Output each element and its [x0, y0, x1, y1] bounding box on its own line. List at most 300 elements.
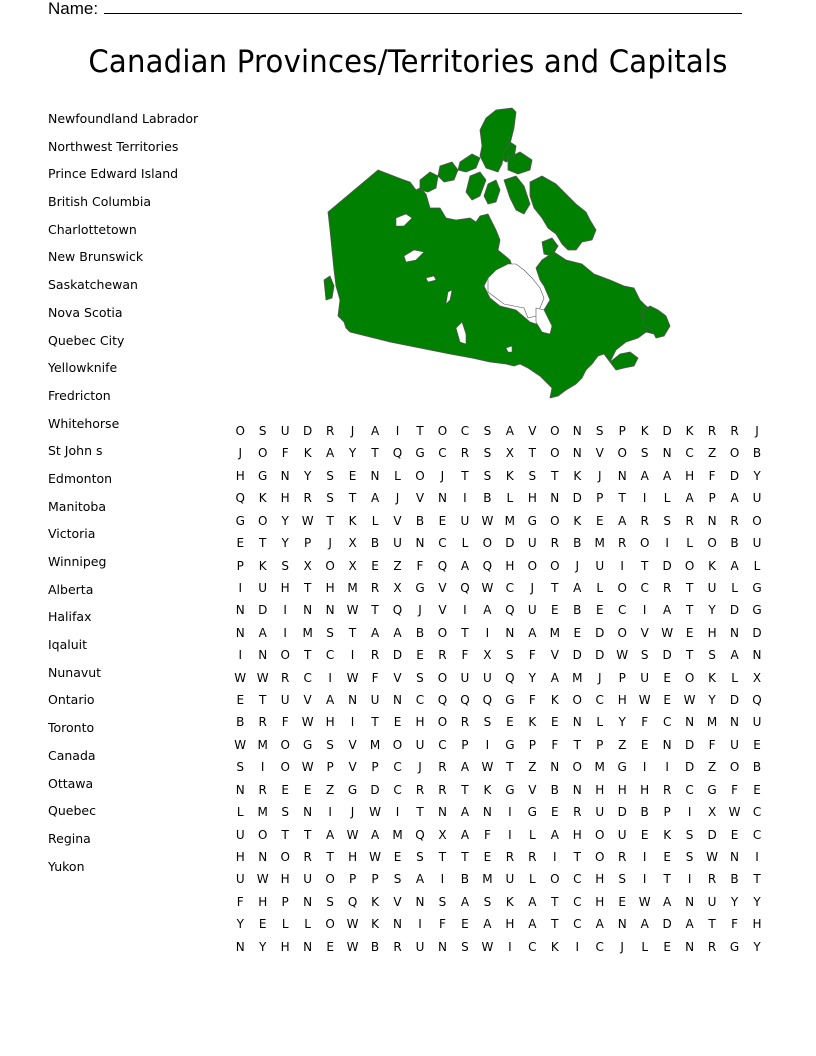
- grid-cell[interactable]: B: [483, 491, 492, 506]
- grid-cell[interactable]: T: [259, 693, 267, 708]
- grid-cell[interactable]: E: [258, 917, 267, 932]
- grid-cell[interactable]: D: [595, 625, 605, 640]
- grid-cell[interactable]: I: [508, 827, 512, 842]
- grid-cell[interactable]: X: [348, 536, 357, 551]
- grid-cell[interactable]: X: [348, 558, 357, 573]
- grid-cell[interactable]: I: [665, 760, 669, 775]
- grid-cell[interactable]: B: [415, 513, 425, 528]
- grid-cell[interactable]: T: [438, 850, 447, 865]
- grid-cell[interactable]: A: [573, 580, 582, 595]
- grid-cell[interactable]: S: [618, 872, 627, 887]
- grid-cell[interactable]: X: [707, 805, 717, 820]
- grid-cell[interactable]: B: [640, 805, 649, 820]
- grid-cell[interactable]: N: [730, 625, 740, 640]
- grid-cell[interactable]: P: [236, 558, 244, 573]
- grid-cell[interactable]: N: [235, 625, 245, 640]
- grid-cell[interactable]: I: [553, 850, 557, 865]
- grid-cell[interactable]: Q: [437, 558, 448, 573]
- grid-cell[interactable]: C: [573, 894, 582, 909]
- grid-cell[interactable]: R: [550, 536, 559, 551]
- grid-cell[interactable]: W: [346, 939, 359, 954]
- grid-cell[interactable]: N: [303, 939, 313, 954]
- grid-cell[interactable]: N: [303, 603, 313, 618]
- grid-cell[interactable]: D: [595, 648, 605, 663]
- grid-cell[interactable]: C: [325, 648, 335, 663]
- grid-cell[interactable]: T: [416, 424, 424, 438]
- grid-cell[interactable]: D: [729, 468, 740, 483]
- grid-cell[interactable]: I: [395, 424, 400, 438]
- grid-cell[interactable]: O: [595, 850, 605, 865]
- grid-cell[interactable]: E: [663, 850, 671, 865]
- grid-cell[interactable]: S: [258, 424, 267, 438]
- grid-cell[interactable]: S: [326, 468, 334, 483]
- grid-cell[interactable]: D: [662, 648, 672, 663]
- grid-cell[interactable]: O: [617, 446, 627, 461]
- grid-cell[interactable]: U: [415, 939, 425, 954]
- grid-cell[interactable]: J: [755, 424, 759, 438]
- grid-cell[interactable]: J: [418, 603, 422, 618]
- grid-cell[interactable]: D: [662, 917, 672, 932]
- grid-cell[interactable]: K: [708, 670, 717, 685]
- grid-cell[interactable]: K: [640, 424, 649, 438]
- grid-cell[interactable]: N: [280, 468, 290, 483]
- grid-cell[interactable]: R: [281, 670, 290, 685]
- grid-cell[interactable]: K: [663, 827, 672, 842]
- grid-cell[interactable]: V: [303, 693, 312, 708]
- grid-cell[interactable]: H: [280, 580, 290, 595]
- grid-cell[interactable]: R: [370, 580, 380, 595]
- grid-cell[interactable]: H: [572, 827, 582, 842]
- grid-cell[interactable]: G: [505, 693, 515, 708]
- grid-cell[interactable]: H: [325, 715, 335, 730]
- grid-cell[interactable]: G: [235, 513, 245, 528]
- grid-cell[interactable]: Q: [752, 693, 762, 708]
- grid-cell[interactable]: Y: [708, 603, 716, 618]
- grid-cell[interactable]: S: [281, 805, 289, 820]
- grid-cell[interactable]: L: [281, 917, 289, 932]
- grid-cell[interactable]: P: [596, 491, 604, 506]
- grid-cell[interactable]: T: [326, 850, 334, 865]
- grid-cell[interactable]: N: [685, 894, 695, 909]
- grid-cell[interactable]: C: [573, 917, 582, 932]
- grid-cell[interactable]: Q: [482, 693, 493, 708]
- grid-cell[interactable]: E: [281, 782, 289, 797]
- grid-cell[interactable]: M: [504, 513, 516, 528]
- grid-cell[interactable]: I: [283, 625, 287, 640]
- grid-cell[interactable]: K: [708, 558, 717, 573]
- grid-cell[interactable]: T: [348, 491, 357, 506]
- grid-cell[interactable]: A: [483, 603, 492, 618]
- grid-cell[interactable]: E: [438, 513, 447, 528]
- grid-cell[interactable]: V: [393, 894, 402, 909]
- grid-cell[interactable]: Q: [482, 558, 493, 573]
- grid-cell[interactable]: S: [483, 446, 492, 461]
- grid-cell[interactable]: U: [280, 693, 290, 708]
- grid-cell[interactable]: T: [303, 827, 312, 842]
- grid-cell[interactable]: A: [460, 760, 470, 775]
- grid-cell[interactable]: L: [686, 536, 693, 551]
- grid-cell[interactable]: Q: [460, 580, 470, 595]
- grid-cell[interactable]: Y: [753, 468, 761, 483]
- grid-cell[interactable]: A: [528, 894, 537, 909]
- grid-cell[interactable]: H: [325, 580, 335, 595]
- grid-cell[interactable]: F: [416, 558, 424, 573]
- grid-cell[interactable]: W: [346, 603, 359, 618]
- grid-cell[interactable]: L: [528, 872, 536, 887]
- grid-cell[interactable]: P: [304, 536, 312, 551]
- grid-cell[interactable]: A: [460, 805, 470, 820]
- grid-cell[interactable]: L: [506, 491, 514, 506]
- grid-cell[interactable]: P: [371, 872, 379, 887]
- grid-cell[interactable]: J: [395, 491, 400, 506]
- grid-cell[interactable]: W: [234, 670, 247, 685]
- grid-cell[interactable]: A: [370, 491, 380, 506]
- grid-cell[interactable]: E: [393, 850, 402, 865]
- grid-cell[interactable]: U: [482, 670, 492, 685]
- grid-cell[interactable]: I: [642, 760, 647, 775]
- grid-cell[interactable]: A: [663, 603, 672, 618]
- grid-cell[interactable]: P: [618, 424, 626, 438]
- grid-cell[interactable]: O: [595, 827, 605, 842]
- grid-cell[interactable]: Z: [393, 558, 402, 573]
- grid-cell[interactable]: R: [662, 580, 672, 595]
- grid-cell[interactable]: N: [437, 939, 447, 954]
- grid-cell[interactable]: E: [730, 827, 739, 842]
- grid-cell[interactable]: O: [437, 715, 448, 730]
- grid-cell[interactable]: L: [528, 827, 536, 842]
- grid-cell[interactable]: T: [551, 468, 559, 483]
- grid-cell[interactable]: O: [572, 693, 582, 708]
- grid-cell[interactable]: I: [620, 558, 624, 573]
- grid-cell[interactable]: W: [683, 693, 696, 708]
- grid-cell[interactable]: W: [346, 827, 359, 842]
- grid-cell[interactable]: O: [437, 424, 448, 438]
- word-search-grid[interactable]: [229, 420, 768, 958]
- grid-cell[interactable]: F: [528, 693, 536, 708]
- grid-cell[interactable]: A: [528, 625, 537, 640]
- grid-cell[interactable]: E: [236, 693, 245, 708]
- grid-cell[interactable]: O: [437, 625, 448, 640]
- grid-cell[interactable]: E: [685, 625, 694, 640]
- grid-cell[interactable]: O: [752, 513, 762, 528]
- grid-cell[interactable]: C: [438, 737, 447, 752]
- grid-cell[interactable]: U: [752, 491, 762, 506]
- grid-cell[interactable]: T: [753, 872, 761, 887]
- grid-cell[interactable]: U: [303, 872, 313, 887]
- grid-cell[interactable]: O: [550, 446, 560, 461]
- grid-cell[interactable]: J: [530, 580, 535, 595]
- grid-cell[interactable]: T: [685, 580, 694, 595]
- grid-cell[interactable]: H: [595, 782, 605, 797]
- grid-cell[interactable]: W: [346, 670, 359, 685]
- grid-cell[interactable]: I: [463, 603, 467, 618]
- grid-cell[interactable]: H: [235, 850, 245, 865]
- grid-cell[interactable]: O: [392, 737, 403, 752]
- grid-cell[interactable]: O: [415, 468, 425, 483]
- grid-cell[interactable]: T: [371, 603, 379, 618]
- grid-cell[interactable]: M: [706, 715, 718, 730]
- grid-cell[interactable]: T: [461, 625, 469, 640]
- grid-cell[interactable]: K: [371, 917, 379, 932]
- grid-cell[interactable]: U: [617, 827, 627, 842]
- grid-cell[interactable]: G: [527, 805, 537, 820]
- grid-cell[interactable]: F: [483, 827, 491, 842]
- grid-cell[interactable]: W: [301, 760, 314, 775]
- grid-cell[interactable]: C: [595, 939, 604, 954]
- grid-cell[interactable]: C: [438, 446, 447, 461]
- grid-cell[interactable]: N: [550, 491, 560, 506]
- grid-cell[interactable]: D: [572, 648, 582, 663]
- grid-cell[interactable]: R: [730, 513, 739, 528]
- grid-cell[interactable]: H: [505, 558, 515, 573]
- grid-cell[interactable]: O: [550, 872, 560, 887]
- grid-cell[interactable]: H: [235, 468, 245, 483]
- grid-cell[interactable]: I: [350, 648, 355, 663]
- grid-cell[interactable]: O: [325, 917, 335, 932]
- grid-cell[interactable]: I: [687, 872, 692, 887]
- grid-cell[interactable]: A: [730, 648, 739, 663]
- grid-cell[interactable]: Q: [415, 827, 425, 842]
- grid-cell[interactable]: W: [256, 872, 269, 887]
- grid-cell[interactable]: I: [328, 805, 332, 820]
- grid-cell[interactable]: L: [596, 580, 604, 595]
- grid-cell[interactable]: J: [418, 760, 422, 775]
- grid-cell[interactable]: Q: [437, 693, 448, 708]
- grid-cell[interactable]: S: [506, 648, 514, 663]
- grid-cell[interactable]: T: [461, 782, 469, 797]
- grid-cell[interactable]: B: [752, 446, 762, 461]
- grid-cell[interactable]: N: [572, 424, 582, 438]
- grid-cell[interactable]: Z: [707, 446, 717, 461]
- grid-cell[interactable]: S: [326, 737, 334, 752]
- grid-cell[interactable]: S: [393, 872, 402, 887]
- grid-cell[interactable]: L: [731, 580, 738, 595]
- grid-cell[interactable]: C: [640, 580, 649, 595]
- grid-cell[interactable]: N: [348, 693, 358, 708]
- grid-cell[interactable]: V: [640, 625, 649, 640]
- grid-cell[interactable]: K: [550, 693, 559, 708]
- grid-cell[interactable]: H: [707, 625, 717, 640]
- grid-cell[interactable]: S: [438, 894, 447, 909]
- grid-cell[interactable]: A: [640, 468, 649, 483]
- grid-cell[interactable]: H: [258, 894, 268, 909]
- grid-cell[interactable]: U: [460, 670, 470, 685]
- grid-cell[interactable]: A: [685, 491, 694, 506]
- grid-cell[interactable]: J: [350, 424, 355, 438]
- grid-cell[interactable]: N: [685, 715, 695, 730]
- grid-cell[interactable]: A: [550, 670, 559, 685]
- grid-cell[interactable]: A: [460, 558, 470, 573]
- grid-cell[interactable]: M: [302, 625, 313, 640]
- grid-cell[interactable]: O: [639, 536, 650, 551]
- grid-cell[interactable]: H: [685, 468, 695, 483]
- grid-cell[interactable]: D: [729, 603, 740, 618]
- grid-cell[interactable]: F: [551, 737, 559, 752]
- grid-cell[interactable]: I: [508, 805, 512, 820]
- grid-cell[interactable]: J: [328, 536, 332, 551]
- grid-cell[interactable]: Q: [505, 603, 515, 618]
- grid-cell[interactable]: H: [527, 491, 537, 506]
- grid-cell[interactable]: O: [280, 760, 290, 775]
- grid-cell[interactable]: E: [371, 558, 379, 573]
- grid-cell[interactable]: C: [573, 872, 582, 887]
- grid-cell[interactable]: X: [438, 827, 447, 842]
- grid-cell[interactable]: Y: [236, 917, 244, 932]
- grid-cell[interactable]: D: [684, 737, 695, 752]
- grid-cell[interactable]: I: [665, 536, 669, 551]
- grid-cell[interactable]: W: [346, 917, 359, 932]
- grid-cell[interactable]: S: [663, 513, 671, 528]
- grid-cell[interactable]: Q: [505, 670, 515, 685]
- grid-cell[interactable]: L: [663, 491, 671, 506]
- grid-cell[interactable]: O: [437, 670, 448, 685]
- grid-cell[interactable]: E: [595, 603, 604, 618]
- grid-cell[interactable]: T: [551, 580, 559, 595]
- grid-cell[interactable]: O: [325, 872, 335, 887]
- grid-cell[interactable]: H: [617, 693, 627, 708]
- grid-cell[interactable]: V: [528, 424, 537, 438]
- grid-cell[interactable]: K: [348, 513, 357, 528]
- grid-cell[interactable]: P: [371, 760, 379, 775]
- grid-cell[interactable]: L: [596, 715, 604, 730]
- grid-cell[interactable]: E: [663, 939, 671, 954]
- grid-cell[interactable]: C: [752, 805, 762, 820]
- grid-cell[interactable]: Y: [528, 670, 536, 685]
- grid-cell[interactable]: L: [236, 805, 244, 820]
- grid-cell[interactable]: E: [551, 805, 559, 820]
- grid-cell[interactable]: E: [461, 917, 469, 932]
- grid-cell[interactable]: D: [392, 648, 403, 663]
- grid-cell[interactable]: D: [258, 603, 268, 618]
- grid-cell[interactable]: Z: [325, 782, 335, 797]
- grid-cell[interactable]: I: [328, 670, 332, 685]
- grid-cell[interactable]: N: [617, 468, 627, 483]
- grid-cell[interactable]: W: [661, 625, 674, 640]
- grid-cell[interactable]: A: [326, 446, 335, 461]
- grid-cell[interactable]: C: [685, 446, 694, 461]
- grid-cell[interactable]: W: [369, 850, 381, 865]
- grid-cell[interactable]: N: [303, 894, 313, 909]
- grid-cell[interactable]: T: [259, 536, 267, 551]
- grid-cell[interactable]: P: [528, 737, 536, 752]
- grid-cell[interactable]: K: [483, 782, 492, 797]
- grid-cell[interactable]: E: [551, 715, 559, 730]
- grid-cell[interactable]: W: [481, 580, 494, 595]
- grid-cell[interactable]: G: [752, 580, 762, 595]
- grid-cell[interactable]: R: [393, 939, 402, 954]
- grid-cell[interactable]: Z: [618, 737, 627, 752]
- grid-cell[interactable]: V: [550, 648, 559, 663]
- grid-cell[interactable]: T: [371, 715, 379, 730]
- grid-cell[interactable]: S: [416, 670, 424, 685]
- grid-cell[interactable]: H: [415, 715, 425, 730]
- grid-cell[interactable]: I: [238, 580, 242, 595]
- grid-cell[interactable]: S: [483, 424, 492, 438]
- grid-cell[interactable]: D: [752, 625, 762, 640]
- grid-cell[interactable]: U: [235, 872, 245, 887]
- grid-cell[interactable]: S: [528, 468, 537, 483]
- grid-cell[interactable]: T: [618, 491, 626, 506]
- grid-cell[interactable]: T: [551, 917, 559, 932]
- grid-cell[interactable]: J: [597, 468, 602, 483]
- grid-cell[interactable]: T: [528, 446, 536, 461]
- grid-cell[interactable]: W: [706, 850, 719, 865]
- grid-cell[interactable]: U: [752, 715, 762, 730]
- grid-cell[interactable]: U: [235, 827, 245, 842]
- grid-cell[interactable]: R: [438, 760, 447, 775]
- grid-cell[interactable]: Y: [708, 693, 716, 708]
- grid-cell[interactable]: R: [303, 491, 312, 506]
- grid-cell[interactable]: N: [550, 760, 560, 775]
- grid-cell[interactable]: H: [348, 850, 358, 865]
- grid-cell[interactable]: A: [370, 827, 380, 842]
- grid-cell[interactable]: U: [595, 558, 605, 573]
- grid-cell[interactable]: V: [438, 603, 447, 618]
- grid-cell[interactable]: U: [258, 580, 268, 595]
- grid-cell[interactable]: H: [505, 917, 515, 932]
- grid-cell[interactable]: X: [303, 558, 312, 573]
- grid-cell[interactable]: T: [551, 894, 559, 909]
- grid-cell[interactable]: T: [573, 850, 581, 865]
- grid-cell[interactable]: L: [461, 536, 469, 551]
- grid-cell[interactable]: H: [752, 917, 762, 932]
- grid-cell[interactable]: D: [662, 558, 672, 573]
- grid-cell[interactable]: C: [438, 536, 447, 551]
- grid-cell[interactable]: O: [280, 737, 290, 752]
- grid-cell[interactable]: C: [595, 693, 604, 708]
- grid-cell[interactable]: D: [617, 805, 627, 820]
- grid-cell[interactable]: G: [415, 580, 425, 595]
- grid-cell[interactable]: P: [461, 737, 469, 752]
- name-field[interactable]: [48, 0, 742, 19]
- grid-cell[interactable]: W: [256, 670, 269, 685]
- grid-cell[interactable]: R: [258, 782, 267, 797]
- grid-cell[interactable]: W: [481, 513, 494, 528]
- grid-cell[interactable]: T: [348, 625, 357, 640]
- grid-cell[interactable]: R: [573, 805, 582, 820]
- grid-cell[interactable]: I: [642, 850, 647, 865]
- grid-cell[interactable]: S: [595, 424, 604, 438]
- grid-cell[interactable]: O: [684, 558, 695, 573]
- grid-cell[interactable]: N: [572, 782, 582, 797]
- grid-cell[interactable]: D: [707, 827, 717, 842]
- grid-cell[interactable]: C: [618, 603, 627, 618]
- grid-cell[interactable]: R: [438, 782, 447, 797]
- grid-cell[interactable]: S: [685, 827, 694, 842]
- grid-cell[interactable]: I: [283, 603, 287, 618]
- grid-cell[interactable]: N: [235, 939, 245, 954]
- grid-cell[interactable]: S: [708, 648, 716, 663]
- grid-cell[interactable]: V: [348, 760, 357, 775]
- grid-cell[interactable]: J: [575, 558, 580, 573]
- grid-cell[interactable]: W: [234, 737, 247, 752]
- grid-cell[interactable]: F: [731, 917, 738, 932]
- grid-cell[interactable]: U: [370, 693, 380, 708]
- grid-cell[interactable]: D: [684, 760, 695, 775]
- grid-cell[interactable]: M: [257, 805, 268, 820]
- grid-cell[interactable]: C: [460, 424, 470, 438]
- grid-cell[interactable]: K: [573, 513, 582, 528]
- grid-cell[interactable]: B: [460, 872, 470, 887]
- grid-cell[interactable]: I: [440, 872, 445, 887]
- grid-cell[interactable]: A: [460, 827, 470, 842]
- grid-cell[interactable]: R: [258, 715, 267, 730]
- grid-cell[interactable]: U: [640, 670, 650, 685]
- grid-cell[interactable]: N: [752, 648, 762, 663]
- grid-cell[interactable]: A: [258, 625, 267, 640]
- grid-cell[interactable]: D: [303, 424, 313, 438]
- grid-cell[interactable]: T: [663, 872, 671, 887]
